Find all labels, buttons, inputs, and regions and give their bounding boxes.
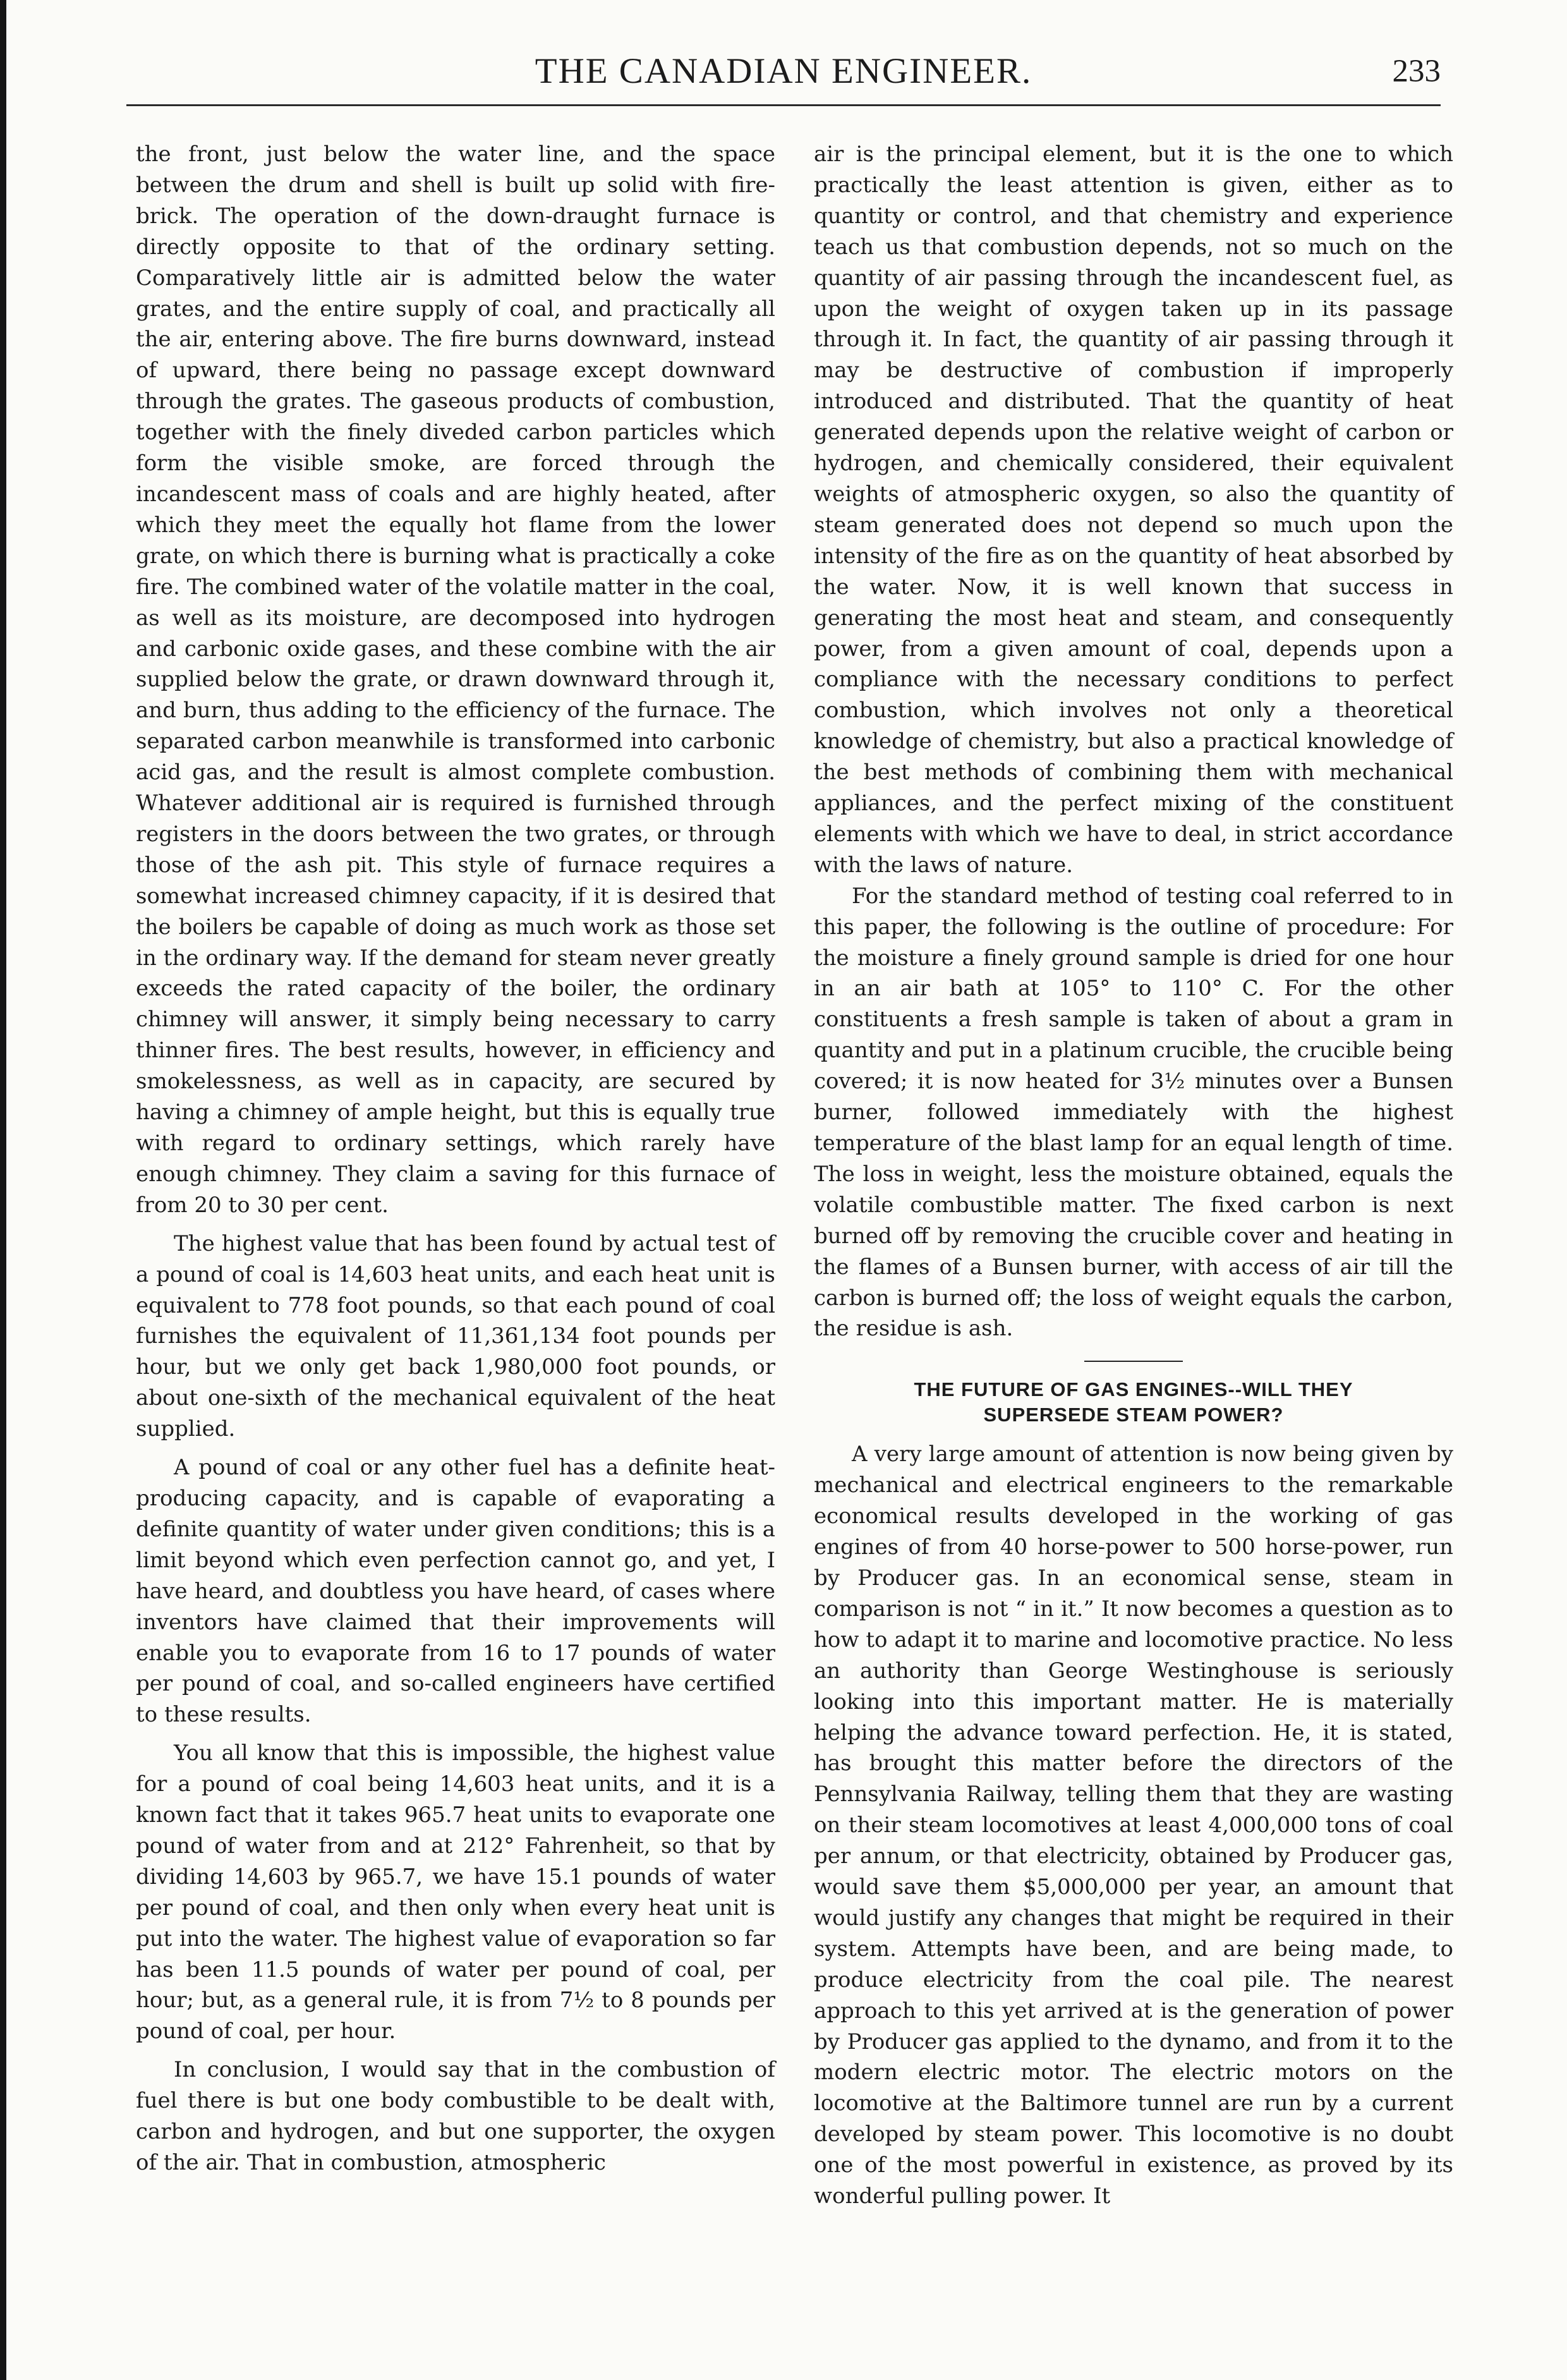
article-divider	[1084, 1361, 1183, 1362]
binding-edge	[0, 0, 6, 2380]
paragraph: air is the principal element, but it is the one to which practically the least attention is given, either as to quantity or control, and that chemistry and experience teach us that combustion depends, not so much on the quantity of air passing through the incandescent fuel, as upon the weight of oxygen taken up in its passage through it. In fact, the quantity of air passing through it may be destructive of combustion if improperly introduced and distributed. That the quantity of heat generated depends upon the relative weight of carbon or hydrogen, and chemically considered, their equivalent weights of atmospheric oxygen, so also the quantity of steam generated does not depend so much upon the intensity of the fire as on the quantity of heat absorbed by the water. Now, it is well known that success in generating the most heat and steam, and consequently power, from a given amount of coal, depends upon a compliance with the necessary conditions to perfect combustion, which involves not only a theoretical knowledge of chemistry, but also a practical knowledge of the best methods of combining them with mechanical appliances, and the perfect mixing of the constituent elements with which we have to deal, in strict accordance with the laws of nature.	[814, 142, 1453, 878]
right-column	[814, 139, 1453, 2212]
paragraph: For the standard method of testing coal referred to in this paper, the following is the outline of procedure: For the moisture a finely ground sample is dried for one hour in an air bath at 105° to 110° C. For the other constituents a fresh sample is taken of about a gram in quantity and put in a platinum crucible, the crucible being covered; it is now heated for 3½ minutes over a Bunsen burner, followed immediately with the highest temperature of the blast lamp for an equal length of time. The loss in weight, less the moisture obtained, equals the volatile combustible matter. The fixed carbon is next burned off by removing the crucible cover and heating in the flames of a Bunsen burner, with access of air till the carbon is burned off; the loss of weight equals the carbon, the residue is ash.	[814, 883, 1453, 1342]
paragraph: the front, just below the water line, and the space between the drum and shell is built up solid with fire-brick. The operation of the down-draught furnace is directly opposite to that of the ordinary setting. Comparatively little air is admitted below the water grates, and the entire supply of coal, and practically all the air, entering above. The fire burns downward, instead of upward, there being no passage except downward through the grates. The gaseous products of combustion, together with the finely diveded carbon particles which form the visible smoke, are forced through the incandescent mass of coals and are highly heated, after which they meet the equally hot flame from the lower grate, on which there is burning what is practically a coke fire. The combined water of the volatile matter in the coal, as well as its moisture, are decomposed into hydrogen and carbonic oxide gases, and these combine with the air supplied below the grate, or drawn downward through it, and burn, thus adding to the efficiency of the furnace. The separated carbon meanwhile is transformed into carbonic acid gas, and the result is almost complete combustion. Whatever additional air is required is furnished through registers in the doors between the two grates, or through those of the ash pit. This style of furnace requires a somewhat increased chimney capacity, if it is desired that the boilers be capable of doing as much work as those set in the ordinary way. If the demand for steam never greatly exceeds the rated capacity of the boiler, the ordinary chimney will answer, it simply being necessary to carry thinner fires. The best results, however, in efficiency and smokelessness, as well as in capacity, are secured by having a chimney of ample height, but this is equally true with regard to ordinary settings, which rarely have enough chimney. They claim a saving for this furnace of from 20 to 30 per cent.	[136, 142, 775, 1218]
paragraph: You all know that this is impossible, the highest value for a pound of coal being 14,603 heat units, and it is a known fact that it takes 965.7 heat units to evaporate one pound of water from and at 212° Fahrenheit, so that by dividing 14,603 by 965.7, we have 15.1 pounds of water per pound of coal, and then only when every heat unit is put into the water. The highest value of evaporation so far has been 11.5 pounds of water per pound of coal, per hour; but, as a general rule, it is from 7½ to 8 pounds per pound of coal, per hour.	[136, 1740, 775, 2044]
paragraph: The highest value that has been found by actual test of a pound of coal is 14,603 heat units, and each heat unit is equivalent to 778 foot pounds, so that each pound of coal furnishes the equivalent of 11,361,134 foot pounds per hour, but we only get back 1,980,000 foot pounds, or about one-sixth of the mechanical equivalent of the heat supplied.	[136, 1230, 775, 1442]
page-header	[126, 51, 1441, 95]
header-rule	[126, 104, 1441, 106]
running-title: THE CANADIAN ENGINEER.	[535, 51, 1032, 91]
article-heading-line: THE FUTURE OF GAS ENGINES--WILL THEY	[914, 1378, 1353, 1401]
article-heading	[814, 1377, 1453, 1428]
paragraph: A pound of coal or any other fuel has a definite heat-producing capacity, and is capable of evaporating a definite quantity of water under given conditions; this is a limit beyond which even perfection cannot go, and yet, I have heard, and doubtless you have heard, of cases where inventors have claimed that their improvements will enable you to evaporate from 16 to 17 pounds of water per pound of coal, and so-called engineers have certified to these results.	[136, 1455, 775, 1728]
paragraph: In conclusion, I would say that in the combustion of fuel there is but one body combustible to be dealt with, carbon and hydrogen, and but one supporter, the oxygen of the air. That in combustion, atmospheric	[136, 2057, 775, 2175]
paragraph: A very large amount of attention is now being given by mechanical and electrical engineers to the remarkable economical results developed in the working of gas engines of from 40 horse-power to 500 horse-power, run by Producer gas. In an economical sense, steam in comparison is not “ in it.” It now becomes a question as to how to adapt it to marine and locomotive practice. No less an authority than George Westinghouse is seriously looking into this important matter. He is materially helping the advance toward perfection. He, it is stated, has brought this matter before the directors of the Pennsylvania Railway, telling them that they are wasting on their steam locomotives at least 4,000,000 tons of coal per annum, or that electricity, obtained by Producer gas, would save them $5,000,000 per year, an amount that would justify any changes that might be required in their system. Attempts have been, and are being made, to produce electricity from the coal pile. The nearest approach to this yet arrived at is the generation of power by Producer gas applied to the dynamo, and from it to the modern electric motor. The electric motors on the locomotive at the Baltimore tunnel are run by a current developed by steam power. This locomotive is no doubt one of the most powerful in existence, as proved by its wonderful pulling power. It	[814, 1442, 1453, 2209]
left-column	[136, 139, 775, 2178]
page-number: 233	[1392, 54, 1441, 89]
article-heading-line: SUPERSEDE STEAM POWER?	[983, 1404, 1284, 1426]
